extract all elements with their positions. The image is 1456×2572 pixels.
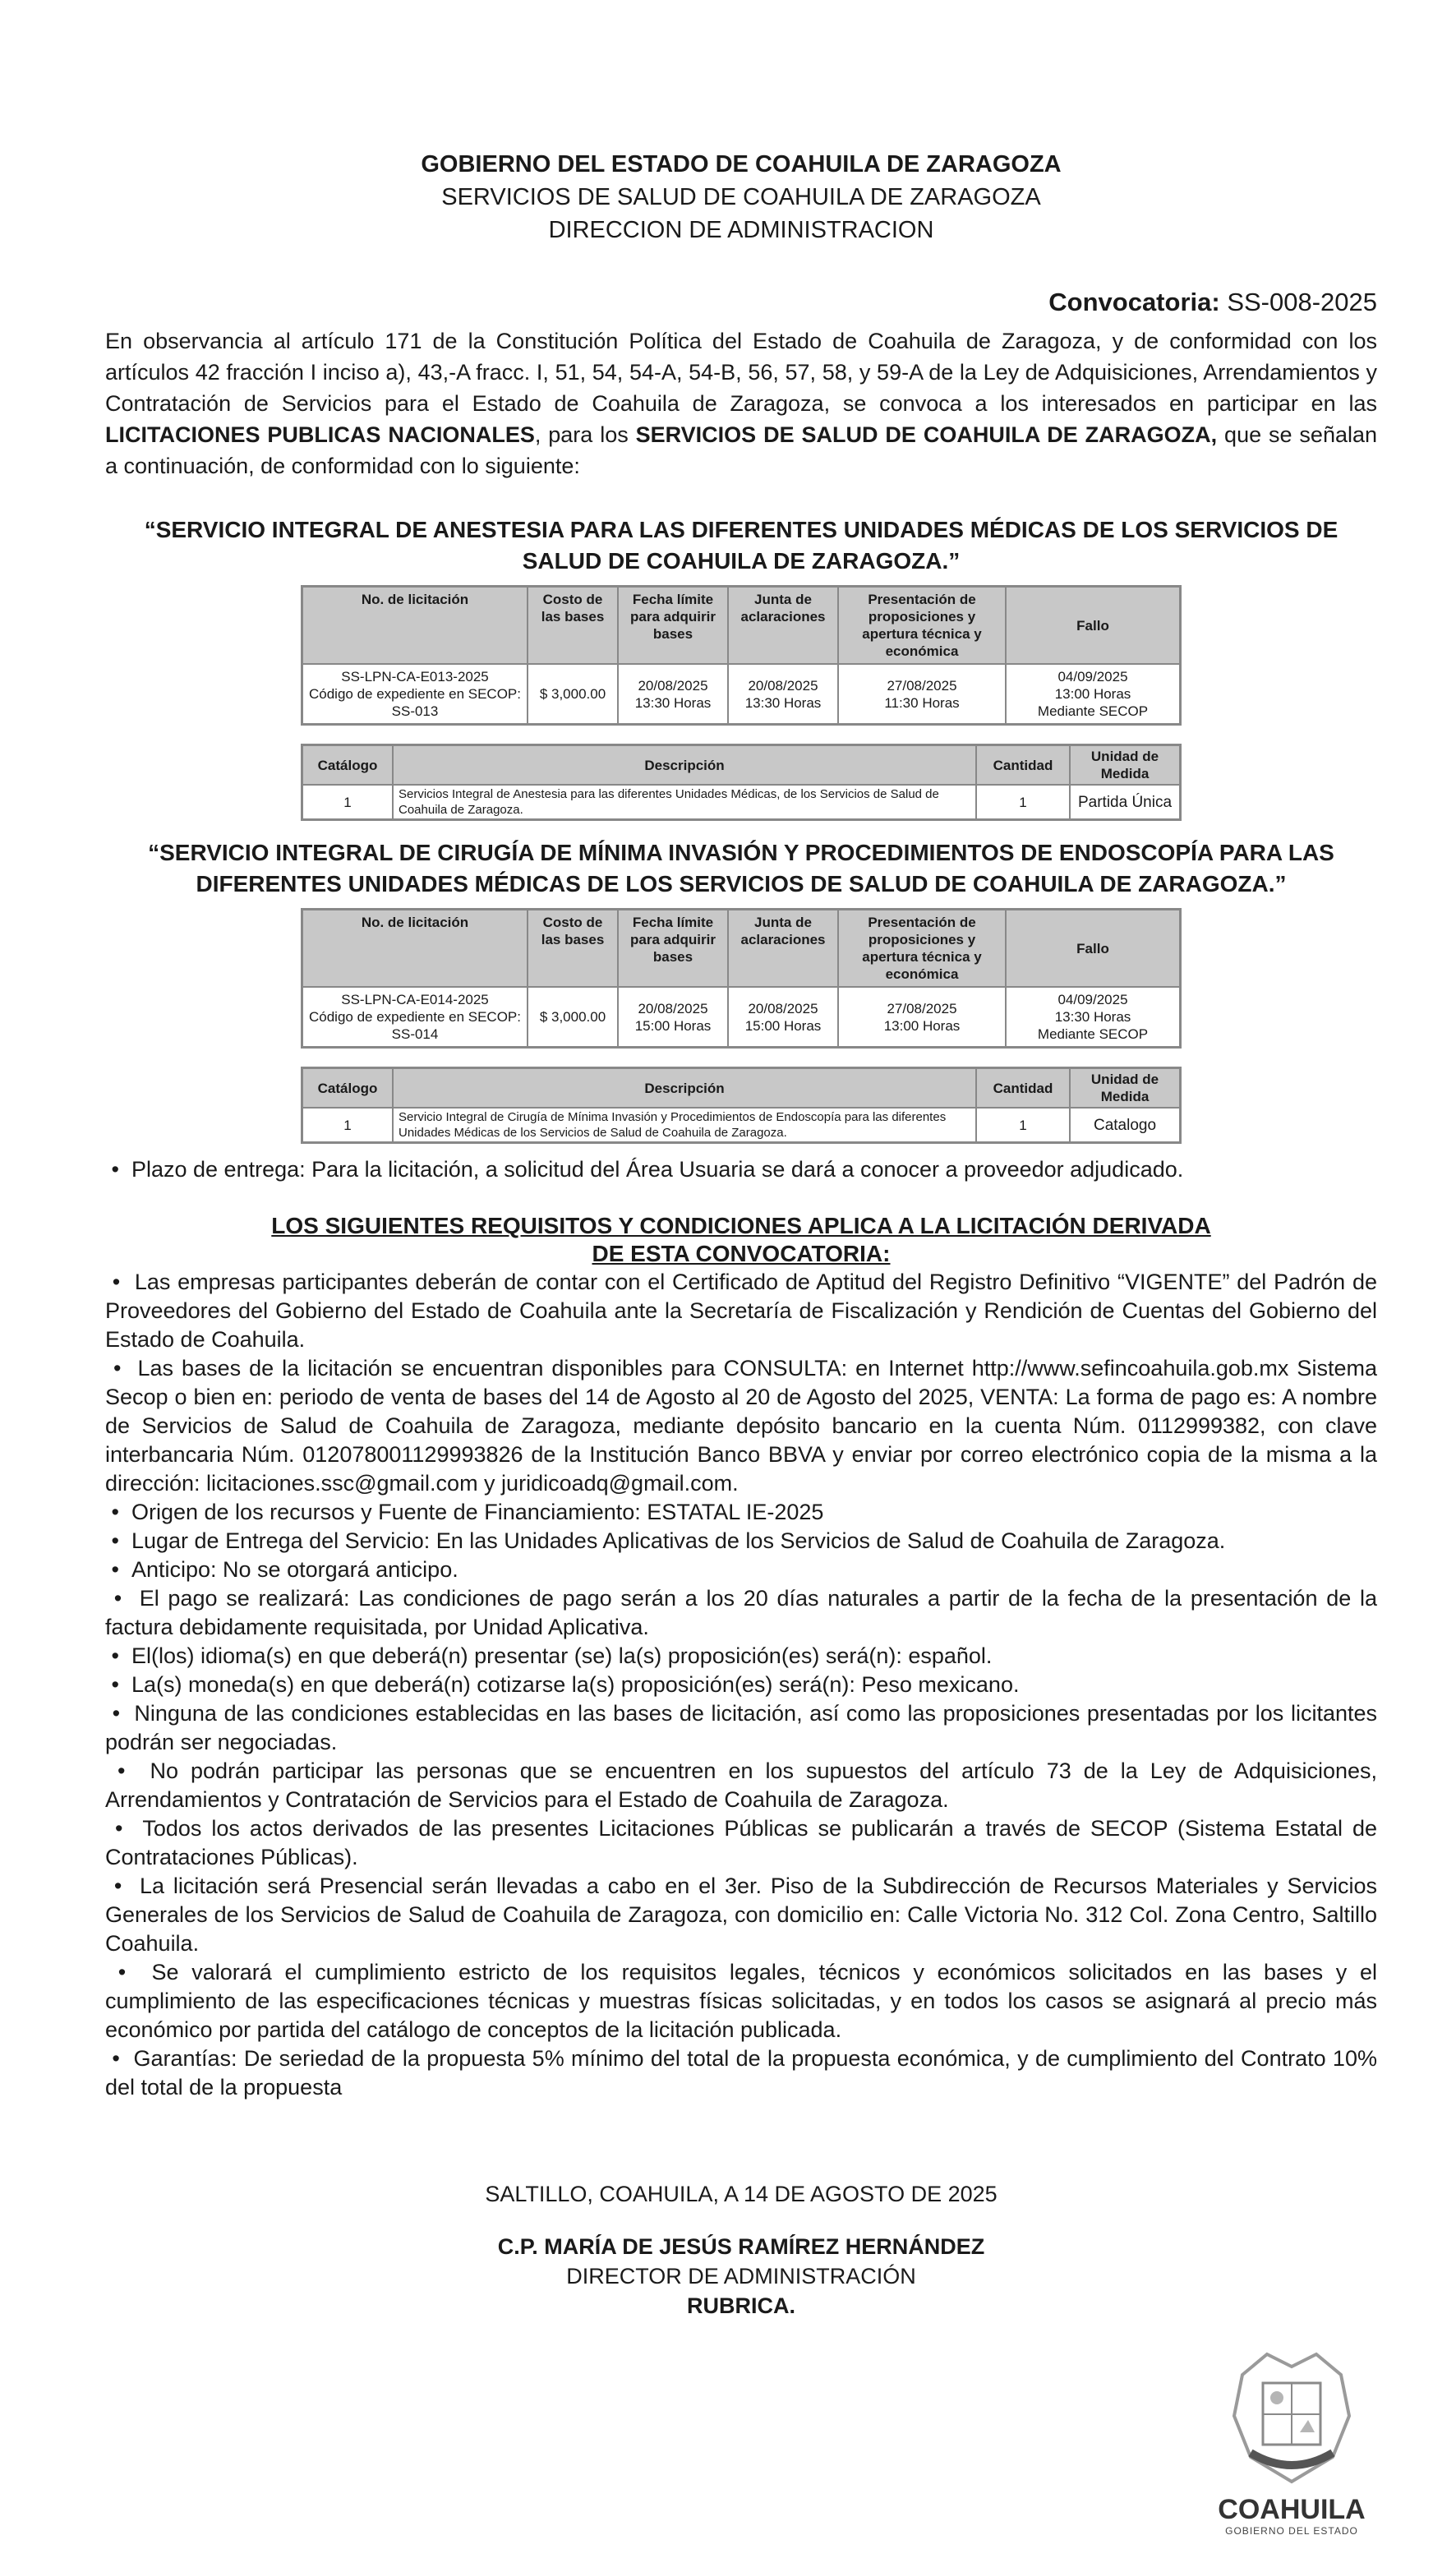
requirement-item [105,1814,1377,1872]
junta-time: 15:00 Horas [744,1017,822,1034]
rubrica: RUBRICA. [687,2293,795,2318]
licitacion-1-title: “SERVICIO INTEGRAL DE ANESTESIA PARA LAS DIFERENTES UNIDADES MÉDICAS DE LOS SERVICIOS DE SALUD DE COAHUILA DE ZARAGOZA.” [144,517,1339,574]
presentacion-time: 11:30 Horas [884,694,960,711]
presentacion-date: 27/08/2025 [887,1000,957,1016]
requirement-item [105,1699,1377,1757]
catalog-header-unidad: Unidad de Medida [1070,745,1181,786]
catalog-header-descripcion: Descripción [393,1068,976,1109]
requirement-text: Anticipo: No se otorgará anticipo. [131,1557,458,1582]
catalog-number: 1 [302,1108,394,1143]
catalog-header-catalogo: Catálogo [302,745,394,786]
catalog-header-row [302,745,1181,786]
requirement-text: Las empresas participantes deberán de contar con el Certificado de Aptitud del Registro Definitivo “VIGENTE” del Padrón de Proveedores del Gobierno del Estado de Coahuila ante la Secretaría de Fiscalización y Rendición de Cuentas del Gobierno del Estado de Coahuila. [105,1270,1377,1352]
intro-text-3: que se señalan a continuación, de conformidad con lo siguiente: [105,422,1378,478]
requirement-text: Ninguna de las condiciones establecidas en las bases de licitación, así como las proposiciones presentadas por los licitantes podrán ser negociadas. [105,1701,1377,1754]
coahuila-seal-icon [1218,2342,1366,2490]
requirement-text: Se valorará el cumplimiento estricto de los requisitos legales, técnicos y económicos solicitados en las bases y el cumplimiento de las especificaciones técnicas y muestras físicas solicitadas, y en todos los casos se asignará al precio más económico por partida del catálogo de conceptos de la licitación publicada. [105,1960,1377,2042]
intro-text-1: En observancia al artículo 171 de la Constitución Política del Estado de Coahuila de Zaragoza, y de conformidad con los artículos 42 fracción I inciso a), 43,-A fracc. I, 51, 54, 54-A, 54-B, 56, 57, 58, y 59-A de la Ley de Adquisiciones, Arrendamientos y Contratación de Servicios para el Estado de Coahuila de Zaragoza, se convoca a los interesados en participar en las [105,329,1377,416]
requirements-title-line-2: DE ESTA CONVOCATORIA: [592,1241,891,1266]
fallo-cell [1006,987,1181,1048]
fecha-time: 15:00 Horas [634,1017,712,1034]
plazo-entrega [105,1155,1377,1184]
fallo-via: Mediante SECOP [1037,703,1149,719]
coahuila-logo [1201,2342,1382,2537]
requirement-text: Lugar de Entrega del Servicio: En las Unidades Aplicativas de los Servicios de Salud de Coahuila de Zaragoza. [131,1528,1226,1553]
costo-cell: $ 3,000.00 [528,987,618,1048]
bullet: • [112,1701,121,1726]
licitacion-1-catalog-table [301,744,1182,821]
presentacion-date: 27/08/2025 [887,677,957,694]
bullet: • [111,1557,119,1582]
requirement-item [105,1757,1377,1814]
requirement-item [105,1671,1377,1699]
header-costo: Costo de las bases [528,587,618,665]
requirement-item [105,1498,1377,1527]
header-fecha: Fecha límite para adquirir bases [618,910,728,988]
bullet: • [111,1528,119,1553]
requirement-text: Las bases de la licitación se encuentran disponibles para CONSULTA: en Internet http://www.sefincoahuila.gob.mx Sistema Secop o bien en: periodo de venta de bases del 14 de Agosto al 20 de Agosto del 2025, VENTA: La forma de pago es: A nombre de Servicios de Salud de Coahuila de Zaragoza, mediante depósito bancario en la cuenta Núm. 0112999382, con clave interbancaria Núm. 012078001129993826 de la Institución Banco BBVA y enviar por correo electrónico copia de la misma a la dirección: licitaciones.ssc@gmail.com y juridicoadq@gmail.com. [105,1356,1377,1496]
fecha-cell [618,987,728,1048]
fecha-date: 20/08/2025 [638,677,708,694]
intro-bold-2: SERVICIOS DE SALUD DE COAHUILA DE ZARAGOZA, [635,422,1218,447]
junta-time: 13:30 Horas [744,694,822,711]
table-row [302,987,1181,1048]
place-date: SALTILLO, COAHUILA, A 14 DE AGOSTO DE 2025 [485,2182,998,2206]
presentacion-cell [838,987,1006,1048]
administration-title: DIRECCION DE ADMINISTRACION [548,217,934,243]
junta-date: 20/08/2025 [748,1000,818,1016]
junta-date: 20/08/2025 [748,677,818,694]
intro-paragraph [105,325,1377,482]
catalog-header-descripcion: Descripción [393,745,976,786]
bullet: • [113,1586,122,1611]
fecha-cell [618,664,728,725]
requirement-item [105,1642,1377,1671]
fallo-date: 04/09/2025 [1057,669,1128,684]
requirement-text: El pago se realizará: Las condiciones de pago serán a los 20 días naturales a partir de la fecha de la presentación de la factura debidamente requisitada, por Unidad Aplicativa. [105,1586,1377,1639]
fallo-via: Mediante SECOP [1037,1026,1149,1042]
presentacion-cell [838,664,1006,725]
requirement-item [105,1958,1377,2044]
catalog-description: Servicios Integral de Anestesia para las diferentes Unidades Médicas, de los Servicios de Salud de Coahuila de Zaragoza. [393,785,976,820]
bullet: • [113,1356,122,1380]
licitacion-2-title: “SERVICIO INTEGRAL DE CIRUGÍA DE MÍNIMA INVASIÓN Y PROCEDIMIENTOS DE ENDOSCOPÍA PARA LAS DIFERENTES UNIDADES MÉDICAS DE LOS SERVICIOS DE SALUD DE COAHUILA DE ZARAGOZA.” [148,840,1334,897]
requirement-item [105,1527,1377,1556]
convocatoria-value: SS-008-2025 [1227,288,1377,316]
licitacion-2-table [301,908,1182,1049]
expediente-code: Código de expediente en SECOP: SS-013 [308,686,521,719]
catalog-quantity: 1 [976,785,1070,820]
fallo-date: 04/09/2025 [1057,992,1128,1007]
header-no: No. de licitación [302,910,528,988]
costo-cell: $ 3,000.00 [528,664,618,725]
plazo-text: Plazo de entrega: Para la licitación, a solicitud del Área Usuaria se dará a conocer a proveedor adjudicado. [131,1157,1184,1182]
convocatoria-number [105,288,1377,317]
convocatoria-label: Convocatoria: [1048,288,1220,316]
licitacion-number: SS-LPN-CA-E014-2025 [341,992,489,1007]
health-services-title: SERVICIOS DE SALUD DE COAHUILA DE ZARAGOZA [441,184,1041,210]
fecha-time: 13:30 Horas [634,694,712,711]
header-presentacion: Presentación de proposiciones y apertura técnica y económica [838,910,1006,988]
expediente-code: Código de expediente en SECOP: SS-014 [308,1009,521,1042]
header-junta: Junta de aclaraciones [728,910,838,988]
catalog-description: Servicio Integral de Cirugía de Mínima Invasión y Procedimientos de Endoscopía para las diferentes Unidades Médicas de los Servicios de Salud de Coahuila de Zaragoza. [393,1108,976,1143]
bullet: • [112,1270,121,1294]
catalog-header-row [302,1068,1181,1109]
junta-cell [728,664,838,725]
table-header-row [302,587,1181,665]
table-header-row [302,910,1181,988]
intro-text-2: , para los [534,422,636,447]
bullet: • [111,1672,119,1697]
catalog-unit: Partida Única [1070,785,1181,820]
requirement-item [105,1268,1377,1354]
bullet: • [112,2046,120,2071]
convocatoria-document [105,148,1377,2321]
junta-cell [728,987,838,1048]
catalog-quantity: 1 [976,1108,1070,1143]
licitacion-number-cell [302,664,528,725]
catalog-row [302,785,1181,820]
requirement-item [105,1556,1377,1584]
document-header [105,148,1377,247]
requirements-title [105,1212,1377,1268]
bullet: • [111,1157,119,1182]
licitacion-2-catalog-table [301,1067,1182,1144]
catalog-number: 1 [302,785,394,820]
licitacion-number: SS-LPN-CA-E013-2025 [341,669,489,684]
catalog-header-cantidad: Cantidad [976,1068,1070,1109]
requirement-text: La licitación será Presencial serán llevadas a cabo en el 3er. Piso de la Subdirección de Recursos Materiales y Servicios Generales de los Servicios de Salud de Coahuila de Zaragoza, con domicilio en: Calle Victoria No. 312 Col. Zona Centro, Saltillo Coahuila. [105,1874,1377,1956]
fallo-cell [1006,664,1181,725]
bullet: • [111,1643,119,1668]
presentacion-time: 13:00 Horas [883,1017,961,1034]
bullet: • [114,1816,123,1841]
requirement-text: El(los) idioma(s) en que deberá(n) presentar (se) la(s) proposición(es) será(n): español. [131,1643,993,1668]
government-title: GOBIERNO DEL ESTADO DE COAHUILA DE ZARAGOZA [421,151,1062,177]
header-fallo: Fallo [1006,910,1181,988]
requirement-item [105,1354,1377,1498]
requirements-list [105,1268,1377,2102]
fallo-time: 13:00 Horas [1054,686,1131,702]
signer-name: C.P. MARÍA DE JESÚS RAMÍREZ HERNÁNDEZ [497,2234,985,2259]
logo-subtitle: GOBIERNO DEL ESTADO [1225,2525,1358,2537]
bullet: • [113,1874,122,1898]
catalog-row [302,1108,1181,1143]
bullet: • [117,1960,127,1984]
requirement-item [105,1584,1377,1642]
bullet: • [111,1500,119,1524]
catalog-header-cantidad: Cantidad [976,745,1070,786]
header-costo: Costo de las bases [528,910,618,988]
table-row [302,664,1181,725]
signer-position: DIRECTOR DE ADMINISTRACIÓN [566,2264,916,2289]
catalog-header-unidad: Unidad de Medida [1070,1068,1181,1109]
requirement-item [105,1872,1377,1958]
requirement-text: No podrán participar las personas que se encuentren en los supuestos del artículo 73 de la Ley de Adquisiciones, Arrendamientos y Contratación de Servicios para el Estado de Coahuila de Zaragoza. [105,1758,1377,1812]
fecha-date: 20/08/2025 [638,1000,708,1016]
header-junta: Junta de aclaraciones [728,587,838,665]
requirement-text: Origen de los recursos y Fuente de Financiamiento: ESTATAL IE-2025 [131,1500,824,1524]
signature-block [105,2179,1377,2321]
catalog-header-catalogo: Catálogo [302,1068,394,1109]
fallo-time: 13:30 Horas [1054,1009,1131,1025]
catalog-unit: Catalogo [1070,1108,1181,1143]
header-no: No. de licitación [302,587,528,665]
requirement-text: Todos los actos derivados de las presentes Licitaciones Públicas se publicarán a través de SECOP (Sistema Estatal de Contrataciones Públicas). [105,1816,1377,1869]
bullet: • [117,1758,126,1783]
licitacion-number-cell [302,987,528,1048]
requirement-item [105,2044,1377,2102]
header-presentacion: Presentación de proposiciones y apertura técnica y económica [838,587,1006,665]
intro-bold-1: LICITACIONES PUBLICAS NACIONALES [105,422,535,447]
licitacion-1-table [301,585,1182,726]
requirement-text: Garantías: De seriedad de la propuesta 5% mínimo del total de la propuesta económica, y de cumplimiento del Contrato 10% del total de la propuesta [105,2046,1377,2100]
logo-name: COAHUILA [1218,2494,1366,2525]
requirements-title-line-1: LOS SIGUIENTES REQUISITOS Y CONDICIONES APLICA A LA LICITACIÓN DERIVADA [271,1213,1211,1238]
requirement-text: La(s) moneda(s) en que deberá(n) cotizarse la(s) proposición(es) será(n): Peso mexicano. [131,1672,1020,1697]
header-fecha: Fecha límite para adquirir bases [618,587,728,665]
header-fallo: Fallo [1006,587,1181,665]
